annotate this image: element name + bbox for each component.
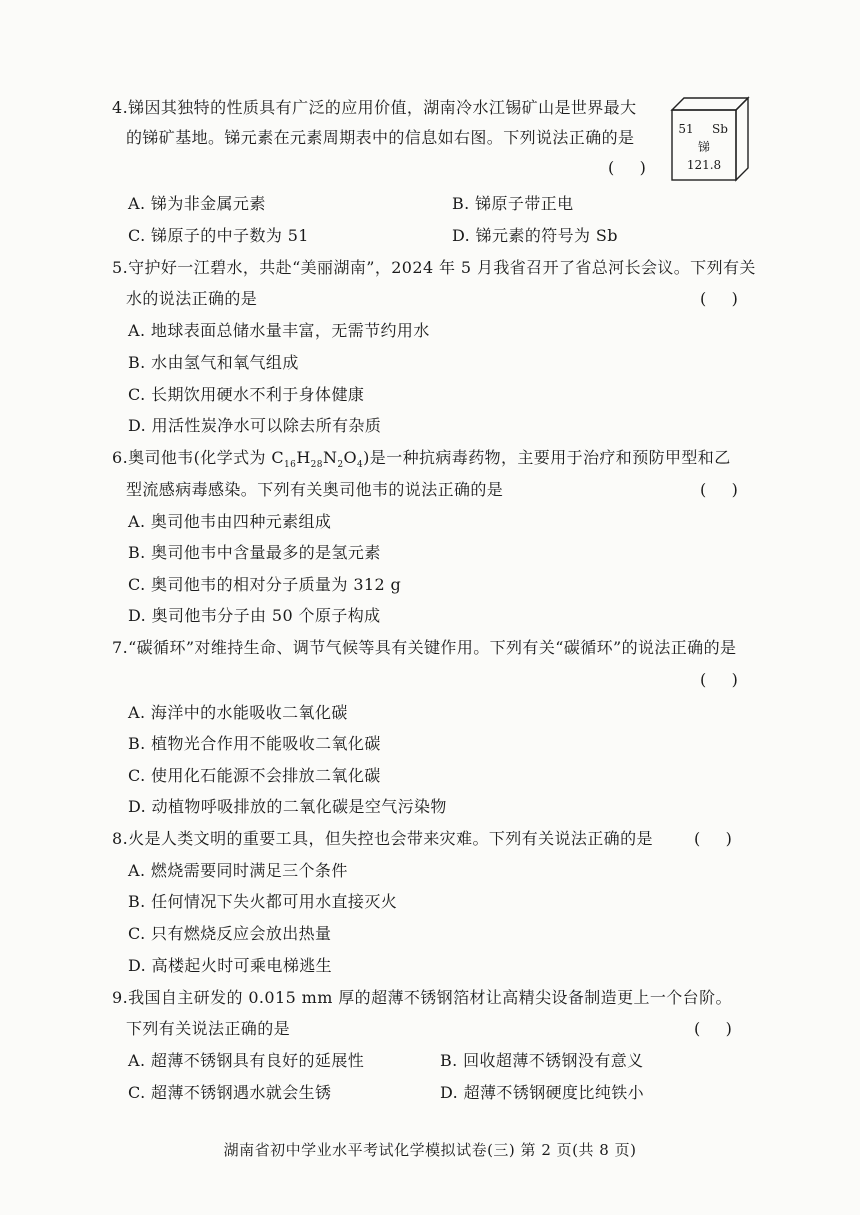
element-symbol: Sb (712, 122, 728, 136)
q4-option-d: D. 锑元素的符号为 Sb (452, 226, 618, 245)
q7-stem-line1: 7.“碳循环”对维持生命、调节气候等具有关键作用。下列有关“碳循环”的说法正确的是 (112, 638, 737, 657)
formula-sub-c: 16 (284, 460, 297, 471)
q8-option-a: A. 燃烧需要同时满足三个条件 (128, 861, 348, 880)
q9-answer-paren: ( ) (694, 1019, 732, 1038)
q8-option-d: D. 高楼起火时可乘电梯逃生 (128, 956, 333, 975)
q5-stem-line2: 水的说法正确的是 (126, 289, 258, 308)
q6-option-a: A. 奥司他韦由四种元素组成 (128, 512, 332, 531)
q7-option-a: A. 海洋中的水能吸收二氧化碳 (128, 703, 348, 722)
q6-answer-paren: ( ) (700, 480, 738, 499)
q9-stem-line2: 下列有关说法正确的是 (126, 1019, 291, 1038)
q5-option-b: B. 水由氢气和氧气组成 (128, 353, 299, 372)
formula-sub-h: 28 (310, 460, 323, 471)
formula-o: O (343, 448, 358, 467)
q4-option-a: A. 锑为非金属元素 (128, 194, 266, 213)
q5-option-d: D. 用活性炭净水可以除去所有杂质 (128, 416, 382, 435)
q4-stem-line2: 的锑矿基地。锑元素在元素周期表中的信息如右图。下列说法正确的是 (126, 128, 635, 147)
q6-option-c: C. 奥司他韦的相对分子质量为 312 g (128, 575, 402, 594)
q4-option-b: B. 锑原子带正电 (452, 194, 574, 213)
q4-stem-line1: 4.锑因其独特的性质具有广泛的应用价值，湖南冷水江锡矿山是世界最大 (112, 98, 637, 117)
q9-option-b: B. 回收超薄不锈钢没有意义 (440, 1051, 644, 1070)
q8-option-c: C. 只有燃烧反应会放出热量 (128, 924, 332, 943)
element-atomic-number: 51 (678, 122, 694, 136)
q8-answer-paren: ( ) (694, 829, 732, 848)
page-footer: 湖南省初中学业水平考试化学模拟试卷(三) 第 2 页(共 8 页) (223, 1141, 637, 1159)
q4-option-c: C. 锑原子的中子数为 51 (128, 226, 309, 245)
q9-option-c: C. 超薄不锈钢遇水就会生锈 (128, 1083, 332, 1102)
q6-stem-line1 (112, 448, 731, 475)
antimony-element-card (668, 94, 750, 182)
formula-sub-o: 4 (357, 460, 364, 471)
q9-option-d: D. 超薄不锈钢硬度比纯铁小 (440, 1083, 645, 1102)
formula-n: N (322, 448, 338, 467)
q8-option-b: B. 任何情况下失火都可用水直接灭火 (128, 892, 398, 911)
element-atomic-mass: 121.8 (686, 158, 722, 172)
q9-stem-line1: 9.我国自主研发的 0.015 mm 厚的超薄不锈钢箔材让高精尖设备制造更上一个台阶。 (112, 988, 732, 1007)
element-name: 锑 (697, 140, 710, 154)
q4-answer-paren: ( ) (608, 158, 646, 177)
q6-stem-lead: 6.奥司他韦(化学式为 C (112, 448, 285, 467)
formula-sub-n: 2 (337, 460, 344, 471)
q9-option-a: A. 超薄不锈钢具有良好的延展性 (128, 1051, 365, 1070)
q6-stem-line2: 型流感病毒感染。下列有关奥司他韦的说法正确的是 (126, 480, 504, 499)
q6-option-d: D. 奥司他韦分子由 50 个原子构成 (128, 606, 381, 625)
q7-option-d: D. 动植物呼吸排放的二氧化碳是空气污染物 (128, 797, 447, 816)
formula-h: H (296, 448, 311, 467)
q6-option-b: B. 奥司他韦中含量最多的是氢元素 (128, 543, 381, 562)
q5-answer-paren: ( ) (700, 289, 738, 308)
q6-stem-tail: )是一种抗病毒药物，主要用于治疗和预防甲型和乙 (363, 448, 731, 467)
q5-option-c: C. 长期饮用硬水不利于身体健康 (128, 385, 365, 404)
q7-option-b: B. 植物光合作用不能吸收二氧化碳 (128, 734, 381, 753)
q5-stem-line1: 5.守护好一江碧水，共赴“美丽湖南”，2024 年 5 月我省召开了省总河长会议。下列有关 (112, 258, 756, 277)
q8-stem-line1: 8.火是人类文明的重要工具，但失控也会带来灾难。下列有关说法正确的是 (112, 829, 653, 848)
q7-option-c: C. 使用化石能源不会排放二氧化碳 (128, 766, 381, 785)
q7-answer-paren: ( ) (700, 670, 738, 689)
q5-option-a: A. 地球表面总储水量丰富，无需节约用水 (128, 321, 430, 340)
